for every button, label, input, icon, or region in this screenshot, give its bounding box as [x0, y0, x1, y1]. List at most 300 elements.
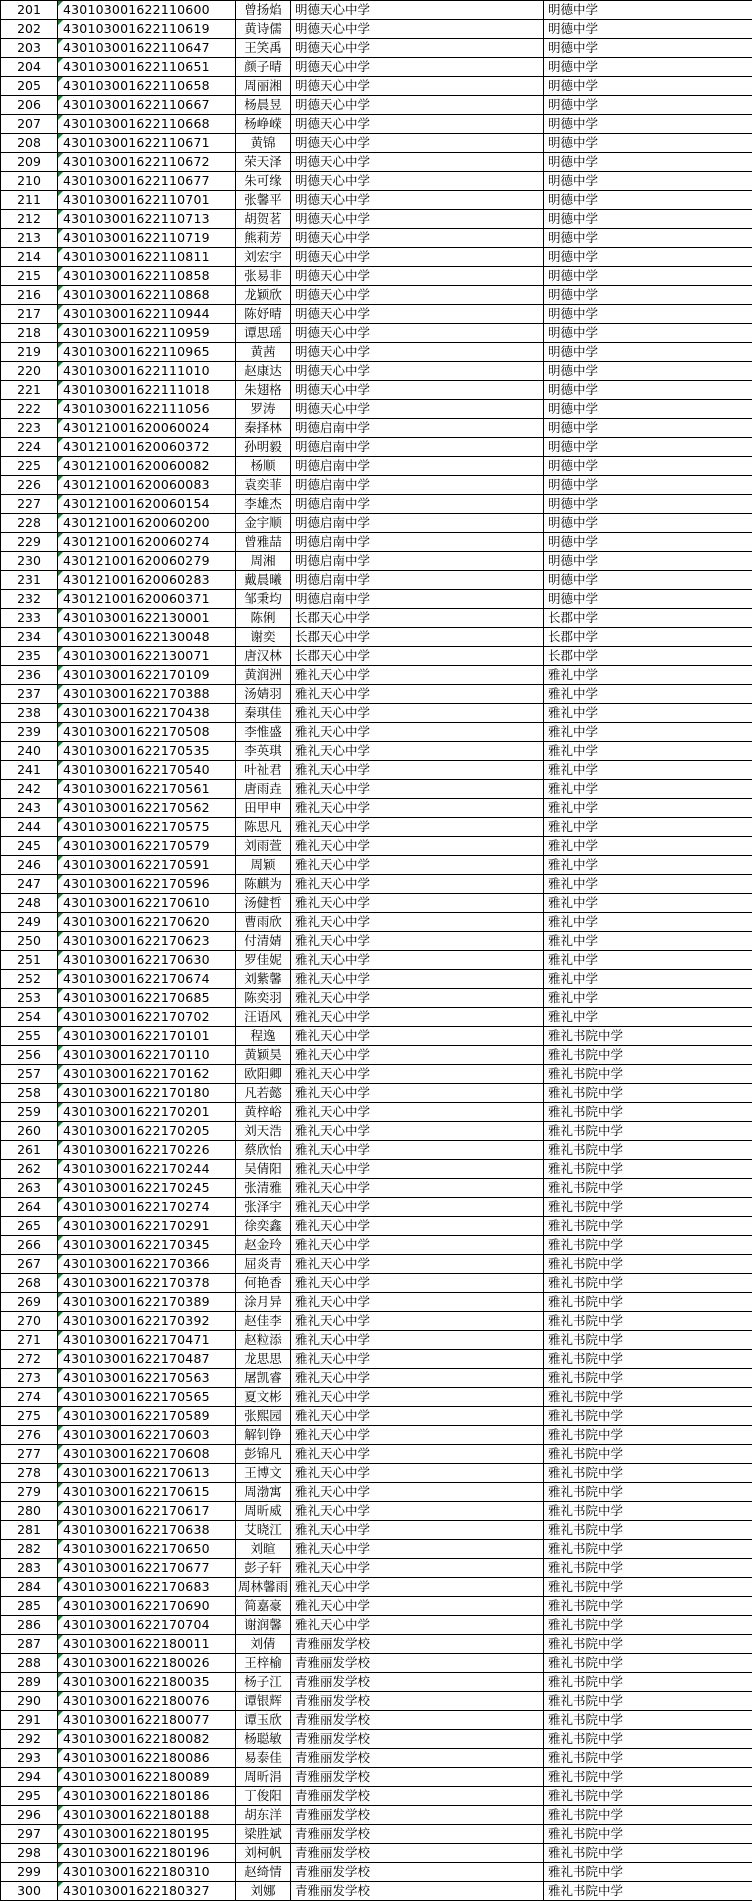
- target-school-cell: 雅礼书院中学: [544, 1768, 752, 1787]
- student-id-cell: 430103001622130071: [58, 647, 236, 666]
- table-row: [1, 1312, 752, 1331]
- target-school-cell: 雅礼书院中学: [544, 1426, 752, 1445]
- current-school-cell: 长郡天心中学: [291, 609, 544, 628]
- student-name-cell: 刘天浩: [236, 1122, 291, 1141]
- table-row: [1, 1236, 752, 1255]
- student-id-cell: 430103001622110658: [58, 77, 236, 96]
- student-id-cell: 430103001622170487: [58, 1350, 236, 1369]
- current-school-cell: 雅礼天心中学: [291, 1008, 544, 1027]
- student-name-cell: 王梓榆: [236, 1654, 291, 1673]
- target-school-cell: 雅礼书院中学: [544, 1502, 752, 1521]
- target-school-cell: 明德中学: [544, 153, 752, 172]
- table-row: [1, 742, 752, 761]
- row-number-cell: 227: [1, 495, 58, 514]
- target-school-cell: 雅礼书院中学: [544, 1730, 752, 1749]
- target-school-cell: 长郡中学: [544, 628, 752, 647]
- student-id-cell: 430103001622170226: [58, 1141, 236, 1160]
- table-row: [1, 1160, 752, 1179]
- table-row: [1, 1122, 752, 1141]
- student-id-cell: 430103001622170535: [58, 742, 236, 761]
- student-name-cell: 黄茜: [236, 343, 291, 362]
- student-id-cell: 430103001622130001: [58, 609, 236, 628]
- row-number-cell: 242: [1, 780, 58, 799]
- current-school-cell: 雅礼天心中学: [291, 1255, 544, 1274]
- target-school-cell: 雅礼书院中学: [544, 1882, 752, 1901]
- student-id-cell: 430103001622170638: [58, 1521, 236, 1540]
- current-school-cell: 雅礼天心中学: [291, 1065, 544, 1084]
- target-school-cell: 雅礼书院中学: [544, 1046, 752, 1065]
- student-name-cell: 谭玉欣: [236, 1711, 291, 1730]
- current-school-cell: 青雅丽发学校: [291, 1635, 544, 1654]
- table-row: [1, 1179, 752, 1198]
- student-id-cell: 430103001622110858: [58, 267, 236, 286]
- row-number-cell: 223: [1, 419, 58, 438]
- current-school-cell: 明德天心中学: [291, 39, 544, 58]
- student-name-cell: 张泽宇: [236, 1198, 291, 1217]
- current-school-cell: 青雅丽发学校: [291, 1787, 544, 1806]
- student-name-cell: 金宇顺: [236, 514, 291, 533]
- table-row: [1, 571, 752, 590]
- student-id-cell: 430103001622170540: [58, 761, 236, 780]
- row-number-cell: 211: [1, 191, 58, 210]
- student-name-cell: 赵康达: [236, 362, 291, 381]
- target-school-cell: 明德中学: [544, 115, 752, 134]
- target-school-cell: 雅礼书院中学: [544, 1217, 752, 1236]
- table-row: [1, 609, 752, 628]
- student-id-cell: 430103001622170345: [58, 1236, 236, 1255]
- student-id-cell: 430103001622110719: [58, 229, 236, 248]
- student-id-cell: 430103001622180195: [58, 1825, 236, 1844]
- current-school-cell: 明德启南中学: [291, 571, 544, 590]
- current-school-cell: 明德天心中学: [291, 362, 544, 381]
- student-id-cell: 430103001622170201: [58, 1103, 236, 1122]
- student-id-cell: 430121001620060024: [58, 419, 236, 438]
- target-school-cell: 雅礼中学: [544, 780, 752, 799]
- student-name-cell: 李英琪: [236, 742, 291, 761]
- row-number-cell: 298: [1, 1844, 58, 1863]
- row-number-cell: 289: [1, 1673, 58, 1692]
- row-number-cell: 204: [1, 58, 58, 77]
- student-id-cell: 430103001622110600: [58, 1, 236, 20]
- student-name-cell: 秦择林: [236, 419, 291, 438]
- current-school-cell: 雅礼天心中学: [291, 1027, 544, 1046]
- student-id-cell: 430103001622130048: [58, 628, 236, 647]
- student-name-cell: 涂月异: [236, 1293, 291, 1312]
- row-number-cell: 214: [1, 248, 58, 267]
- target-school-cell: 雅礼书院中学: [544, 1122, 752, 1141]
- student-id-cell: 430103001622170109: [58, 666, 236, 685]
- student-id-cell: 430103001622170589: [58, 1407, 236, 1426]
- student-name-cell: 唐汉林: [236, 647, 291, 666]
- row-number-cell: 220: [1, 362, 58, 381]
- target-school-cell: 雅礼中学: [544, 761, 752, 780]
- target-school-cell: 明德中学: [544, 210, 752, 229]
- student-id-cell: 430103001622170591: [58, 856, 236, 875]
- row-number-cell: 215: [1, 267, 58, 286]
- current-school-cell: 明德启南中学: [291, 438, 544, 457]
- table-row: [1, 1369, 752, 1388]
- row-number-cell: 225: [1, 457, 58, 476]
- current-school-cell: 雅礼天心中学: [291, 685, 544, 704]
- current-school-cell: 雅礼天心中学: [291, 1388, 544, 1407]
- student-id-cell: 430103001622170579: [58, 837, 236, 856]
- student-name-cell: 张馨平: [236, 191, 291, 210]
- table-row: [1, 134, 752, 153]
- student-name-cell: 颜子晴: [236, 58, 291, 77]
- target-school-cell: 雅礼书院中学: [544, 1198, 752, 1217]
- row-number-cell: 201: [1, 1, 58, 20]
- target-school-cell: 雅礼中学: [544, 666, 752, 685]
- target-school-cell: 雅礼中学: [544, 932, 752, 951]
- student-id-cell: 430103001622170274: [58, 1198, 236, 1217]
- student-id-cell: 430121001620060279: [58, 552, 236, 571]
- row-number-cell: 282: [1, 1540, 58, 1559]
- row-number-cell: 248: [1, 894, 58, 913]
- current-school-cell: 雅礼天心中学: [291, 1084, 544, 1103]
- target-school-cell: 雅礼书院中学: [544, 1635, 752, 1654]
- student-id-cell: 430103001622111018: [58, 381, 236, 400]
- target-school-cell: 雅礼书院中学: [544, 1863, 752, 1882]
- student-id-cell: 430103001622170561: [58, 780, 236, 799]
- student-name-cell: 陈思凡: [236, 818, 291, 837]
- row-number-cell: 249: [1, 913, 58, 932]
- student-name-cell: 谢奕: [236, 628, 291, 647]
- table-row: [1, 1027, 752, 1046]
- table-row: [1, 1046, 752, 1065]
- student-name-cell: 王笑禹: [236, 39, 291, 58]
- row-number-cell: 244: [1, 818, 58, 837]
- student-name-cell: 陈麒为: [236, 875, 291, 894]
- student-name-cell: 李雄杰: [236, 495, 291, 514]
- current-school-cell: 雅礼天心中学: [291, 970, 544, 989]
- row-number-cell: 299: [1, 1863, 58, 1882]
- student-id-cell: 430103001622110619: [58, 20, 236, 39]
- current-school-cell: 青雅丽发学校: [291, 1730, 544, 1749]
- student-id-cell: 430121001620060283: [58, 571, 236, 590]
- student-name-cell: 张熙园: [236, 1407, 291, 1426]
- target-school-cell: 雅礼中学: [544, 989, 752, 1008]
- current-school-cell: 明德天心中学: [291, 134, 544, 153]
- row-number-cell: 285: [1, 1597, 58, 1616]
- current-school-cell: 雅礼天心中学: [291, 761, 544, 780]
- table-body: [1, 1, 752, 1901]
- student-name-cell: 罗佳妮: [236, 951, 291, 970]
- target-school-cell: 明德中学: [544, 552, 752, 571]
- row-number-cell: 205: [1, 77, 58, 96]
- row-number-cell: 281: [1, 1521, 58, 1540]
- target-school-cell: 雅礼书院中学: [544, 1274, 752, 1293]
- row-number-cell: 293: [1, 1749, 58, 1768]
- table-row: [1, 1806, 752, 1825]
- row-number-cell: 279: [1, 1483, 58, 1502]
- table-row: [1, 1768, 752, 1787]
- student-id-cell: 430103001622170685: [58, 989, 236, 1008]
- target-school-cell: 明德中学: [544, 39, 752, 58]
- student-name-cell: 黄诗儒: [236, 20, 291, 39]
- student-name-cell: 叶祉君: [236, 761, 291, 780]
- current-school-cell: 雅礼天心中学: [291, 1141, 544, 1160]
- target-school-cell: 明德中学: [544, 134, 752, 153]
- target-school-cell: 雅礼中学: [544, 818, 752, 837]
- table-row: [1, 1635, 752, 1654]
- row-number-cell: 252: [1, 970, 58, 989]
- table-row: [1, 1521, 752, 1540]
- student-name-cell: 龙思思: [236, 1350, 291, 1369]
- target-school-cell: 雅礼书院中学: [544, 1464, 752, 1483]
- target-school-cell: 明德中学: [544, 514, 752, 533]
- row-number-cell: 216: [1, 286, 58, 305]
- table-row: [1, 1065, 752, 1084]
- table-row: [1, 419, 752, 438]
- table-row: [1, 267, 752, 286]
- target-school-cell: 雅礼中学: [544, 837, 752, 856]
- target-school-cell: 明德中学: [544, 571, 752, 590]
- current-school-cell: 雅礼天心中学: [291, 780, 544, 799]
- row-number-cell: 270: [1, 1312, 58, 1331]
- student-id-cell: 430103001622170603: [58, 1426, 236, 1445]
- table-row: [1, 1407, 752, 1426]
- target-school-cell: 雅礼书院中学: [544, 1616, 752, 1635]
- table-row: [1, 1084, 752, 1103]
- current-school-cell: 雅礼天心中学: [291, 1103, 544, 1122]
- student-id-cell: 430103001622110672: [58, 153, 236, 172]
- target-school-cell: 明德中学: [544, 96, 752, 115]
- student-name-cell: 赵佳李: [236, 1312, 291, 1331]
- student-id-cell: 430103001622170630: [58, 951, 236, 970]
- row-number-cell: 226: [1, 476, 58, 495]
- table-row: [1, 1293, 752, 1312]
- current-school-cell: 青雅丽发学校: [291, 1673, 544, 1692]
- target-school-cell: 雅礼书院中学: [544, 1065, 752, 1084]
- student-id-cell: 430103001622170180: [58, 1084, 236, 1103]
- student-name-cell: 周昕涓: [236, 1768, 291, 1787]
- current-school-cell: 明德启南中学: [291, 419, 544, 438]
- row-number-cell: 256: [1, 1046, 58, 1065]
- current-school-cell: 明德天心中学: [291, 343, 544, 362]
- student-name-cell: 袁奕菲: [236, 476, 291, 495]
- target-school-cell: 明德中学: [544, 267, 752, 286]
- student-id-cell: 430103001622170388: [58, 685, 236, 704]
- target-school-cell: 明德中学: [544, 286, 752, 305]
- row-number-cell: 203: [1, 39, 58, 58]
- row-number-cell: 231: [1, 571, 58, 590]
- current-school-cell: 雅礼天心中学: [291, 723, 544, 742]
- target-school-cell: 明德中学: [544, 343, 752, 362]
- student-name-cell: 杨晨昱: [236, 96, 291, 115]
- target-school-cell: 雅礼中学: [544, 685, 752, 704]
- row-number-cell: 247: [1, 875, 58, 894]
- student-name-cell: 刘暄: [236, 1540, 291, 1559]
- row-number-cell: 246: [1, 856, 58, 875]
- row-number-cell: 229: [1, 533, 58, 552]
- student-name-cell: 屈炎青: [236, 1255, 291, 1274]
- target-school-cell: 长郡中学: [544, 609, 752, 628]
- table-row: [1, 153, 752, 172]
- student-id-cell: 430121001620060274: [58, 533, 236, 552]
- student-id-cell: 430103001622170674: [58, 970, 236, 989]
- target-school-cell: 明德中学: [544, 457, 752, 476]
- table-row: [1, 1711, 752, 1730]
- student-id-cell: 430103001622180076: [58, 1692, 236, 1711]
- target-school-cell: 明德中学: [544, 1, 752, 20]
- student-name-cell: 秦琪佳: [236, 704, 291, 723]
- table-row: [1, 1749, 752, 1768]
- student-name-cell: 熊莉芳: [236, 229, 291, 248]
- table-row: [1, 96, 752, 115]
- row-number-cell: 286: [1, 1616, 58, 1635]
- student-id-cell: 430103001622170245: [58, 1179, 236, 1198]
- table-row: [1, 343, 752, 362]
- student-id-cell: 430103001622170508: [58, 723, 236, 742]
- student-name-cell: 李惟盛: [236, 723, 291, 742]
- table-row: [1, 1540, 752, 1559]
- student-name-cell: 赵金玲: [236, 1236, 291, 1255]
- target-school-cell: 明德中学: [544, 590, 752, 609]
- target-school-cell: 明德中学: [544, 305, 752, 324]
- row-number-cell: 263: [1, 1179, 58, 1198]
- current-school-cell: 雅礼天心中学: [291, 1160, 544, 1179]
- row-number-cell: 258: [1, 1084, 58, 1103]
- table-row: [1, 39, 752, 58]
- current-school-cell: 雅礼天心中学: [291, 989, 544, 1008]
- student-name-cell: 曾雅喆: [236, 533, 291, 552]
- row-number-cell: 236: [1, 666, 58, 685]
- row-number-cell: 290: [1, 1692, 58, 1711]
- current-school-cell: 明德天心中学: [291, 1, 544, 20]
- current-school-cell: 青雅丽发学校: [291, 1654, 544, 1673]
- target-school-cell: 明德中学: [544, 229, 752, 248]
- table-row: [1, 875, 752, 894]
- student-name-cell: 黄梓峪: [236, 1103, 291, 1122]
- target-school-cell: 雅礼书院中学: [544, 1540, 752, 1559]
- row-number-cell: 237: [1, 685, 58, 704]
- row-number-cell: 278: [1, 1464, 58, 1483]
- student-name-cell: 周颖: [236, 856, 291, 875]
- student-name-cell: 赵绮情: [236, 1863, 291, 1882]
- current-school-cell: 明德启南中学: [291, 552, 544, 571]
- student-id-cell: 430103001622110868: [58, 286, 236, 305]
- student-id-cell: 430103001622110959: [58, 324, 236, 343]
- target-school-cell: 雅礼书院中学: [544, 1407, 752, 1426]
- current-school-cell: 明德启南中学: [291, 533, 544, 552]
- student-name-cell: 陈奕羽: [236, 989, 291, 1008]
- student-id-cell: 430103001622170615: [58, 1483, 236, 1502]
- target-school-cell: 雅礼中学: [544, 951, 752, 970]
- student-id-cell: 430121001620060082: [58, 457, 236, 476]
- student-name-cell: 谭银辉: [236, 1692, 291, 1711]
- student-name-cell: 欧阳卿: [236, 1065, 291, 1084]
- target-school-cell: 雅礼中学: [544, 970, 752, 989]
- current-school-cell: 雅礼天心中学: [291, 837, 544, 856]
- row-number-cell: 266: [1, 1236, 58, 1255]
- table-row: [1, 495, 752, 514]
- target-school-cell: 明德中学: [544, 172, 752, 191]
- table-row: [1, 818, 752, 837]
- current-school-cell: 明德天心中学: [291, 172, 544, 191]
- current-school-cell: 青雅丽发学校: [291, 1825, 544, 1844]
- target-school-cell: 雅礼书院中学: [544, 1312, 752, 1331]
- student-name-cell: 简嘉豪: [236, 1597, 291, 1616]
- student-id-cell: 430103001622180089: [58, 1768, 236, 1787]
- table-row: [1, 856, 752, 875]
- current-school-cell: 明德天心中学: [291, 210, 544, 229]
- row-number-cell: 240: [1, 742, 58, 761]
- table-row: [1, 894, 752, 913]
- target-school-cell: 明德中学: [544, 191, 752, 210]
- student-id-cell: 430103001622110701: [58, 191, 236, 210]
- row-number-cell: 221: [1, 381, 58, 400]
- row-number-cell: 238: [1, 704, 58, 723]
- current-school-cell: 雅礼天心中学: [291, 1312, 544, 1331]
- current-school-cell: 雅礼天心中学: [291, 913, 544, 932]
- student-id-cell: 430103001622111010: [58, 362, 236, 381]
- student-name-cell: 夏文彬: [236, 1388, 291, 1407]
- table-row: [1, 1578, 752, 1597]
- table-row: [1, 552, 752, 571]
- row-number-cell: 241: [1, 761, 58, 780]
- target-school-cell: 雅礼书院中学: [544, 1084, 752, 1103]
- student-id-cell: 430103001622110944: [58, 305, 236, 324]
- row-number-cell: 245: [1, 837, 58, 856]
- student-id-cell: 430103001622110677: [58, 172, 236, 191]
- row-number-cell: 280: [1, 1502, 58, 1521]
- table-row: [1, 20, 752, 39]
- table-row: [1, 704, 752, 723]
- student-id-cell: 430103001622170291: [58, 1217, 236, 1236]
- current-school-cell: 雅礼天心中学: [291, 1559, 544, 1578]
- student-name-cell: 谭思瑶: [236, 324, 291, 343]
- target-school-cell: 雅礼书院中学: [544, 1179, 752, 1198]
- row-number-cell: 208: [1, 134, 58, 153]
- current-school-cell: 明德天心中学: [291, 20, 544, 39]
- table-row: [1, 1673, 752, 1692]
- student-name-cell: 王博文: [236, 1464, 291, 1483]
- current-school-cell: 明德启南中学: [291, 457, 544, 476]
- current-school-cell: 雅礼天心中学: [291, 818, 544, 837]
- table-row: [1, 305, 752, 324]
- student-id-cell: 430121001620060200: [58, 514, 236, 533]
- student-name-cell: 彭子轩: [236, 1559, 291, 1578]
- table-row: [1, 685, 752, 704]
- target-school-cell: 雅礼书院中学: [544, 1160, 752, 1179]
- row-number-cell: 239: [1, 723, 58, 742]
- target-school-cell: 雅礼书院中学: [544, 1578, 752, 1597]
- target-school-cell: 雅礼书院中学: [544, 1749, 752, 1768]
- student-id-cell: 430103001622170608: [58, 1445, 236, 1464]
- student-id-cell: 430103001622110671: [58, 134, 236, 153]
- current-school-cell: 雅礼天心中学: [291, 1578, 544, 1597]
- current-school-cell: 雅礼天心中学: [291, 1179, 544, 1198]
- target-school-cell: 雅礼书院中学: [544, 1673, 752, 1692]
- row-number-cell: 268: [1, 1274, 58, 1293]
- student-id-cell: 430103001622180035: [58, 1673, 236, 1692]
- student-id-cell: 430103001622110668: [58, 115, 236, 134]
- student-name-cell: 曾扬焰: [236, 1, 291, 20]
- current-school-cell: 青雅丽发学校: [291, 1806, 544, 1825]
- student-name-cell: 戴晨曦: [236, 571, 291, 590]
- student-name-cell: 徐奕鑫: [236, 1217, 291, 1236]
- student-id-cell: 430103001622170575: [58, 818, 236, 837]
- student-id-cell: 430103001622180086: [58, 1749, 236, 1768]
- current-school-cell: 明德天心中学: [291, 58, 544, 77]
- current-school-cell: 明德天心中学: [291, 191, 544, 210]
- student-name-cell: 杨聪敏: [236, 1730, 291, 1749]
- student-name-cell: 周渤寓: [236, 1483, 291, 1502]
- target-school-cell: 雅礼中学: [544, 1008, 752, 1027]
- table-row: [1, 210, 752, 229]
- target-school-cell: 雅礼书院中学: [544, 1483, 752, 1502]
- student-name-cell: 汤婧羽: [236, 685, 291, 704]
